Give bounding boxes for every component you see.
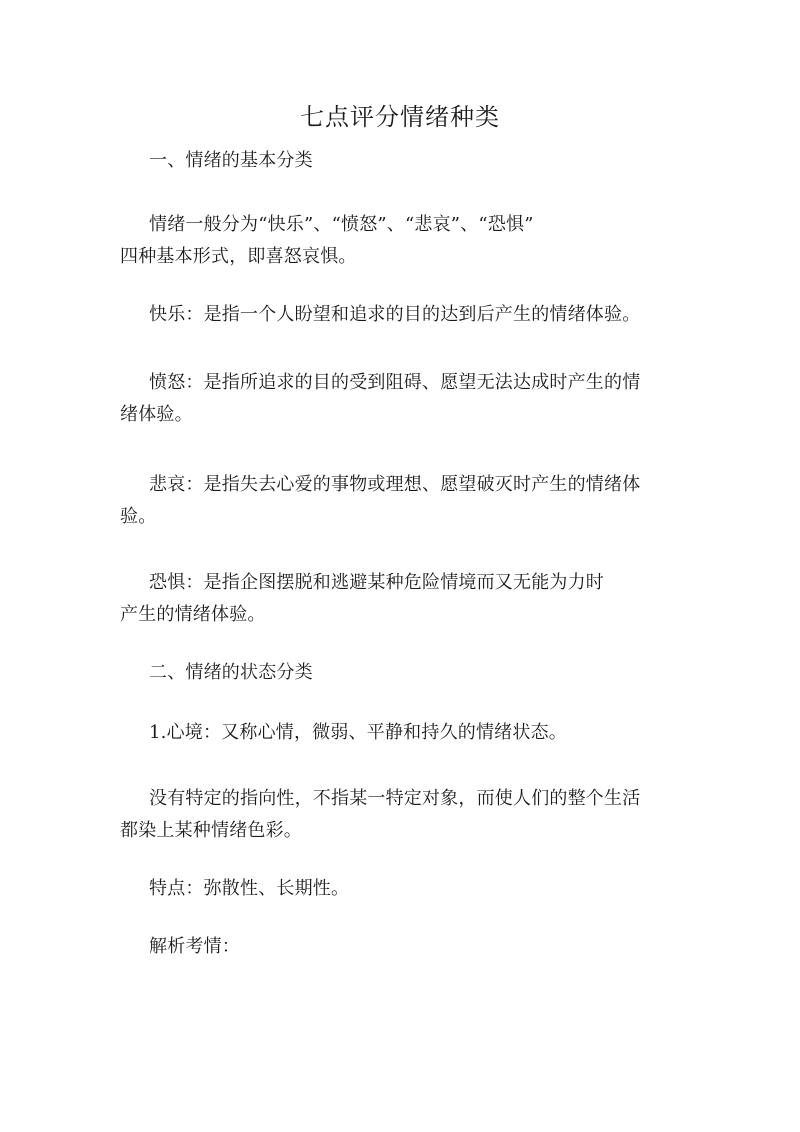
- paragraph-intro-line-1: 情绪一般分为“快乐”、“愤怒”、“悲哀”、“恐惧”: [149, 214, 534, 235]
- paragraph-fear-line-1: 恐惧：是指企图摆脱和逃避某种危险情境而又无能为力时: [149, 572, 604, 593]
- paragraph-fear-line-2: 产生的情绪体验。: [120, 604, 266, 625]
- paragraph-mood: 1.心境：又称心情，微弱、平静和持久的情绪状态。: [149, 722, 567, 743]
- section-heading-state: 二、情绪的状态分类: [149, 662, 313, 683]
- paragraph-features: 特点：弥散性、长期性。: [149, 878, 350, 899]
- paragraph-analysis: 解析考情：: [149, 936, 240, 957]
- paragraph-anger-line-2: 绪体验。: [120, 404, 193, 425]
- section-heading-basic: 一、情绪的基本分类: [149, 150, 313, 171]
- paragraph-mood-desc-line-1: 没有特定的指向性，不指某一特定对象，而使人们的整个生活: [149, 788, 641, 809]
- paragraph-anger-line-1: 愤怒：是指所追求的目的受到阻碍、愿望无法达成时产生的情: [149, 372, 641, 393]
- paragraph-mood-desc-line-2: 都染上某种情绪色彩。: [120, 820, 302, 841]
- paragraph-sadness-line-1: 悲哀：是指失去心爱的事物或理想、愿望破灭时产生的情绪体: [149, 474, 641, 495]
- paragraph-intro-line-2: 四种基本形式，即喜怒哀惧。: [120, 246, 357, 267]
- paragraph-joy: 快乐：是指一个人盼望和追求的目的达到后产生的情绪体验。: [149, 304, 641, 325]
- paragraph-sadness-line-2: 验。: [120, 506, 157, 527]
- document-title: 七点评分情绪种类: [300, 103, 500, 131]
